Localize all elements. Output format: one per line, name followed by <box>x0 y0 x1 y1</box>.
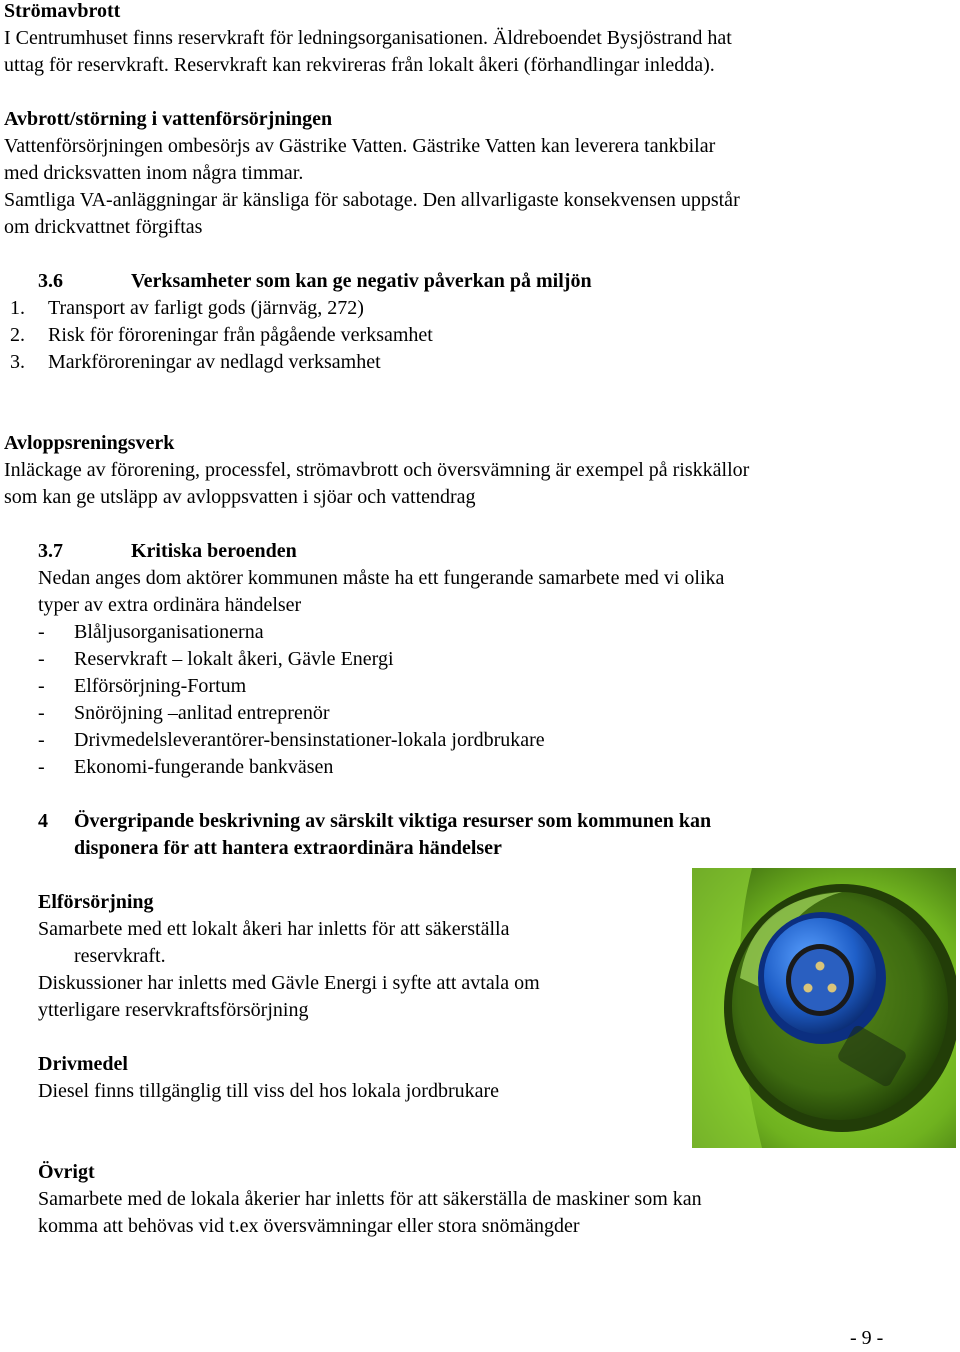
power-socket-illustration <box>692 868 956 1148</box>
list-item: Snöröjning –anlitad entreprenör <box>74 702 330 724</box>
paragraph-line: Samtliga VA-anläggningar är känsliga för sabotage. Den allvarligaste konsekvensen uppstår <box>4 189 740 211</box>
paragraph-line: Diskussioner har inletts med Gävle Energi i syfte att avtala om <box>38 972 540 994</box>
section-number-3-6: 3.6 <box>38 270 63 292</box>
heading-avloppsreningsverk: Avloppsreningsverk <box>4 432 175 454</box>
list-item: Reservkraft – lokalt åkeri, Gävle Energi <box>74 648 394 670</box>
list-item: Elförsörjning-Fortum <box>74 675 247 697</box>
paragraph-line: Vattenförsörjningen ombesörjs av Gästrike Vatten. Gästrike Vatten kan leverera tankbilar <box>4 135 716 157</box>
paragraph-line: Diesel finns tillgänglig till viss del hos lokala jordbrukare <box>38 1080 500 1102</box>
list-item: Ekonomi-fungerande bankväsen <box>74 756 334 778</box>
section-number-3-7: 3.7 <box>38 540 63 562</box>
list-item: Blåljusorganisationerna <box>74 621 264 643</box>
dash-bullet: - <box>38 756 45 778</box>
list-item: Markföroreningar av nedlagd verksamhet <box>48 351 381 373</box>
section-title-4: Övergripande beskrivning av särskilt viktiga resurser som kommunen kan <box>74 810 712 832</box>
section-number-4: 4 <box>38 810 48 832</box>
paragraph-line: typer av extra ordinära händelser <box>38 594 302 616</box>
paragraph-line: reservkraft. <box>74 945 166 967</box>
paragraph-line: Samarbete med ett lokalt åkeri har inletts för att säkerställa <box>38 918 510 940</box>
heading-ovrigt: Övrigt <box>38 1161 95 1183</box>
paragraph-line: om drickvattnet förgiftas <box>4 216 203 238</box>
section-title-3-7: Kritiska beroenden <box>131 540 297 562</box>
section-title-4-cont: disponera för att hantera extraordinära händelser <box>74 837 502 859</box>
dash-bullet: - <box>38 675 45 697</box>
list-number: 2. <box>10 324 25 346</box>
list-item: Drivmedelsleverantörer-bensinstationer-lokala jordbrukare <box>74 729 545 751</box>
heading-elforsorjning: Elförsörjning <box>38 891 154 913</box>
paragraph-line: uttag för reservkraft. Reservkraft kan rekvireras från lokalt åkeri (förhandlingar inledda). <box>4 54 715 76</box>
paragraph-line: Nedan anges dom aktörer kommunen måste ha ett fungerande samarbete med vi olika <box>38 567 725 589</box>
paragraph-line: ytterligare reservkraftsförsörjning <box>38 999 309 1021</box>
paragraph-line: Inläckage av förorening, processfel, strömavbrott och översvämning är exempel på riskkällor <box>4 459 750 481</box>
section-title-3-6: Verksamheter som kan ge negativ påverkan på miljön <box>131 270 592 292</box>
dash-bullet: - <box>38 729 45 751</box>
list-number: 3. <box>10 351 25 373</box>
dash-bullet: - <box>38 648 45 670</box>
page-number: - 9 - <box>850 1327 884 1349</box>
paragraph-line: som kan ge utsläpp av avloppsvatten i sjöar och vattendrag <box>4 486 476 508</box>
paragraph-line: med dricksvatten inom några timmar. <box>4 162 304 184</box>
list-number: 1. <box>10 297 25 319</box>
list-item: Risk för föroreningar från pågående verksamhet <box>48 324 433 346</box>
paragraph-line: I Centrumhuset finns reservkraft för ledningsorganisationen. Äldreboendet Bysjöstrand hat <box>4 27 732 49</box>
power-socket-photo <box>692 868 956 1148</box>
paragraph-line: Samarbete med de lokala åkerier har inletts för att säkerställa de maskiner som kan <box>38 1188 702 1210</box>
heading-drivmedel: Drivmedel <box>38 1053 128 1075</box>
list-item: Transport av farligt gods (järnväg, 272) <box>48 297 364 319</box>
heading-stromavbrott: Strömavbrott <box>4 0 121 22</box>
paragraph-line: komma att behövas vid t.ex översvämningar eller stora snömängder <box>38 1215 580 1237</box>
heading-vattenforsorjning: Avbrott/störning i vattenförsörjningen <box>4 108 333 130</box>
dash-bullet: - <box>38 702 45 724</box>
dash-bullet: - <box>38 621 45 643</box>
